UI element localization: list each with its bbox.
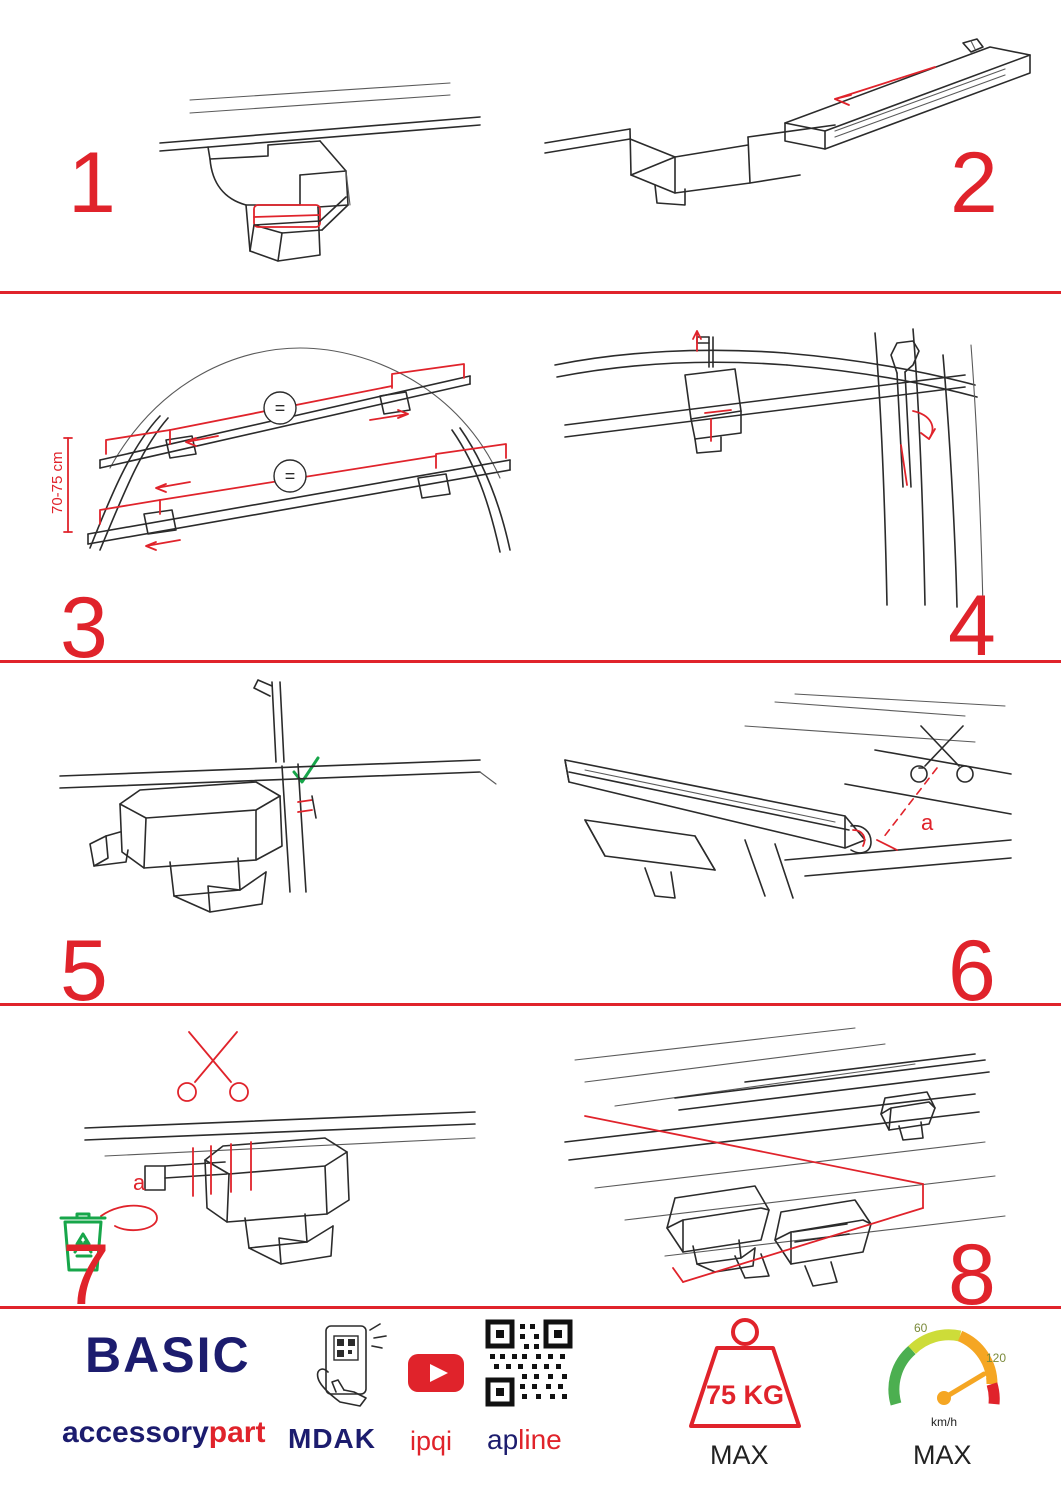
part-label-a: a [921,810,934,835]
step-number-8: 8 [948,1227,996,1323]
step-8-illustration [555,1020,1015,1295]
brand-subtitle-right: part [208,1416,266,1449]
speed-unit: km/h [930,1415,958,1429]
step-5-illustration [50,672,500,927]
max-load-label: MAX [710,1440,769,1470]
partner-apline-a: ap [487,1424,519,1455]
section-divider [0,1003,1061,1006]
partner-apline-label [487,1424,562,1456]
equal-sign: = [284,466,296,486]
step-6-illustration [545,690,1015,930]
weight-icon [675,1316,815,1436]
step-1-illustration [150,55,490,270]
max-load-value: 75 KG [705,1380,785,1410]
step-number-3: 3 [60,580,108,676]
max-speed-label: MAX [913,1440,972,1470]
step-number-1: 1 [68,135,116,231]
speedometer-icon [882,1318,1012,1436]
step-number-2: 2 [950,135,998,231]
youtube-icon[interactable] [406,1350,468,1394]
partner-ipqi-label: ipqi [410,1426,453,1456]
step-number-6: 6 [948,923,996,1019]
partner-mdak-label: MDAK [288,1423,376,1454]
brand-subtitle [62,1416,265,1450]
step-4-illustration [545,315,995,615]
step-7-illustration [45,1020,495,1280]
part-label-a: a [133,1170,146,1195]
equal-sign: = [274,398,286,418]
step-number-4: 4 [948,578,996,674]
footer [0,1308,1061,1500]
section-divider [0,660,1061,663]
brand-name: BASIC [85,1327,251,1383]
dimension-label: 70-75 cm [49,451,66,514]
qr-code-icon[interactable] [486,1320,572,1406]
step-3-illustration [40,318,540,583]
qr-phone-icon [310,1322,390,1414]
partner-apline-b: line [518,1424,562,1455]
step-number-5: 5 [60,923,108,1019]
speed-tick-high: 120 [986,1351,1007,1365]
brand-subtitle-left: accessory [62,1416,209,1449]
section-divider [0,291,1061,294]
speed-tick-low: 60 [914,1321,928,1335]
step-number-7: 7 [62,1227,110,1323]
